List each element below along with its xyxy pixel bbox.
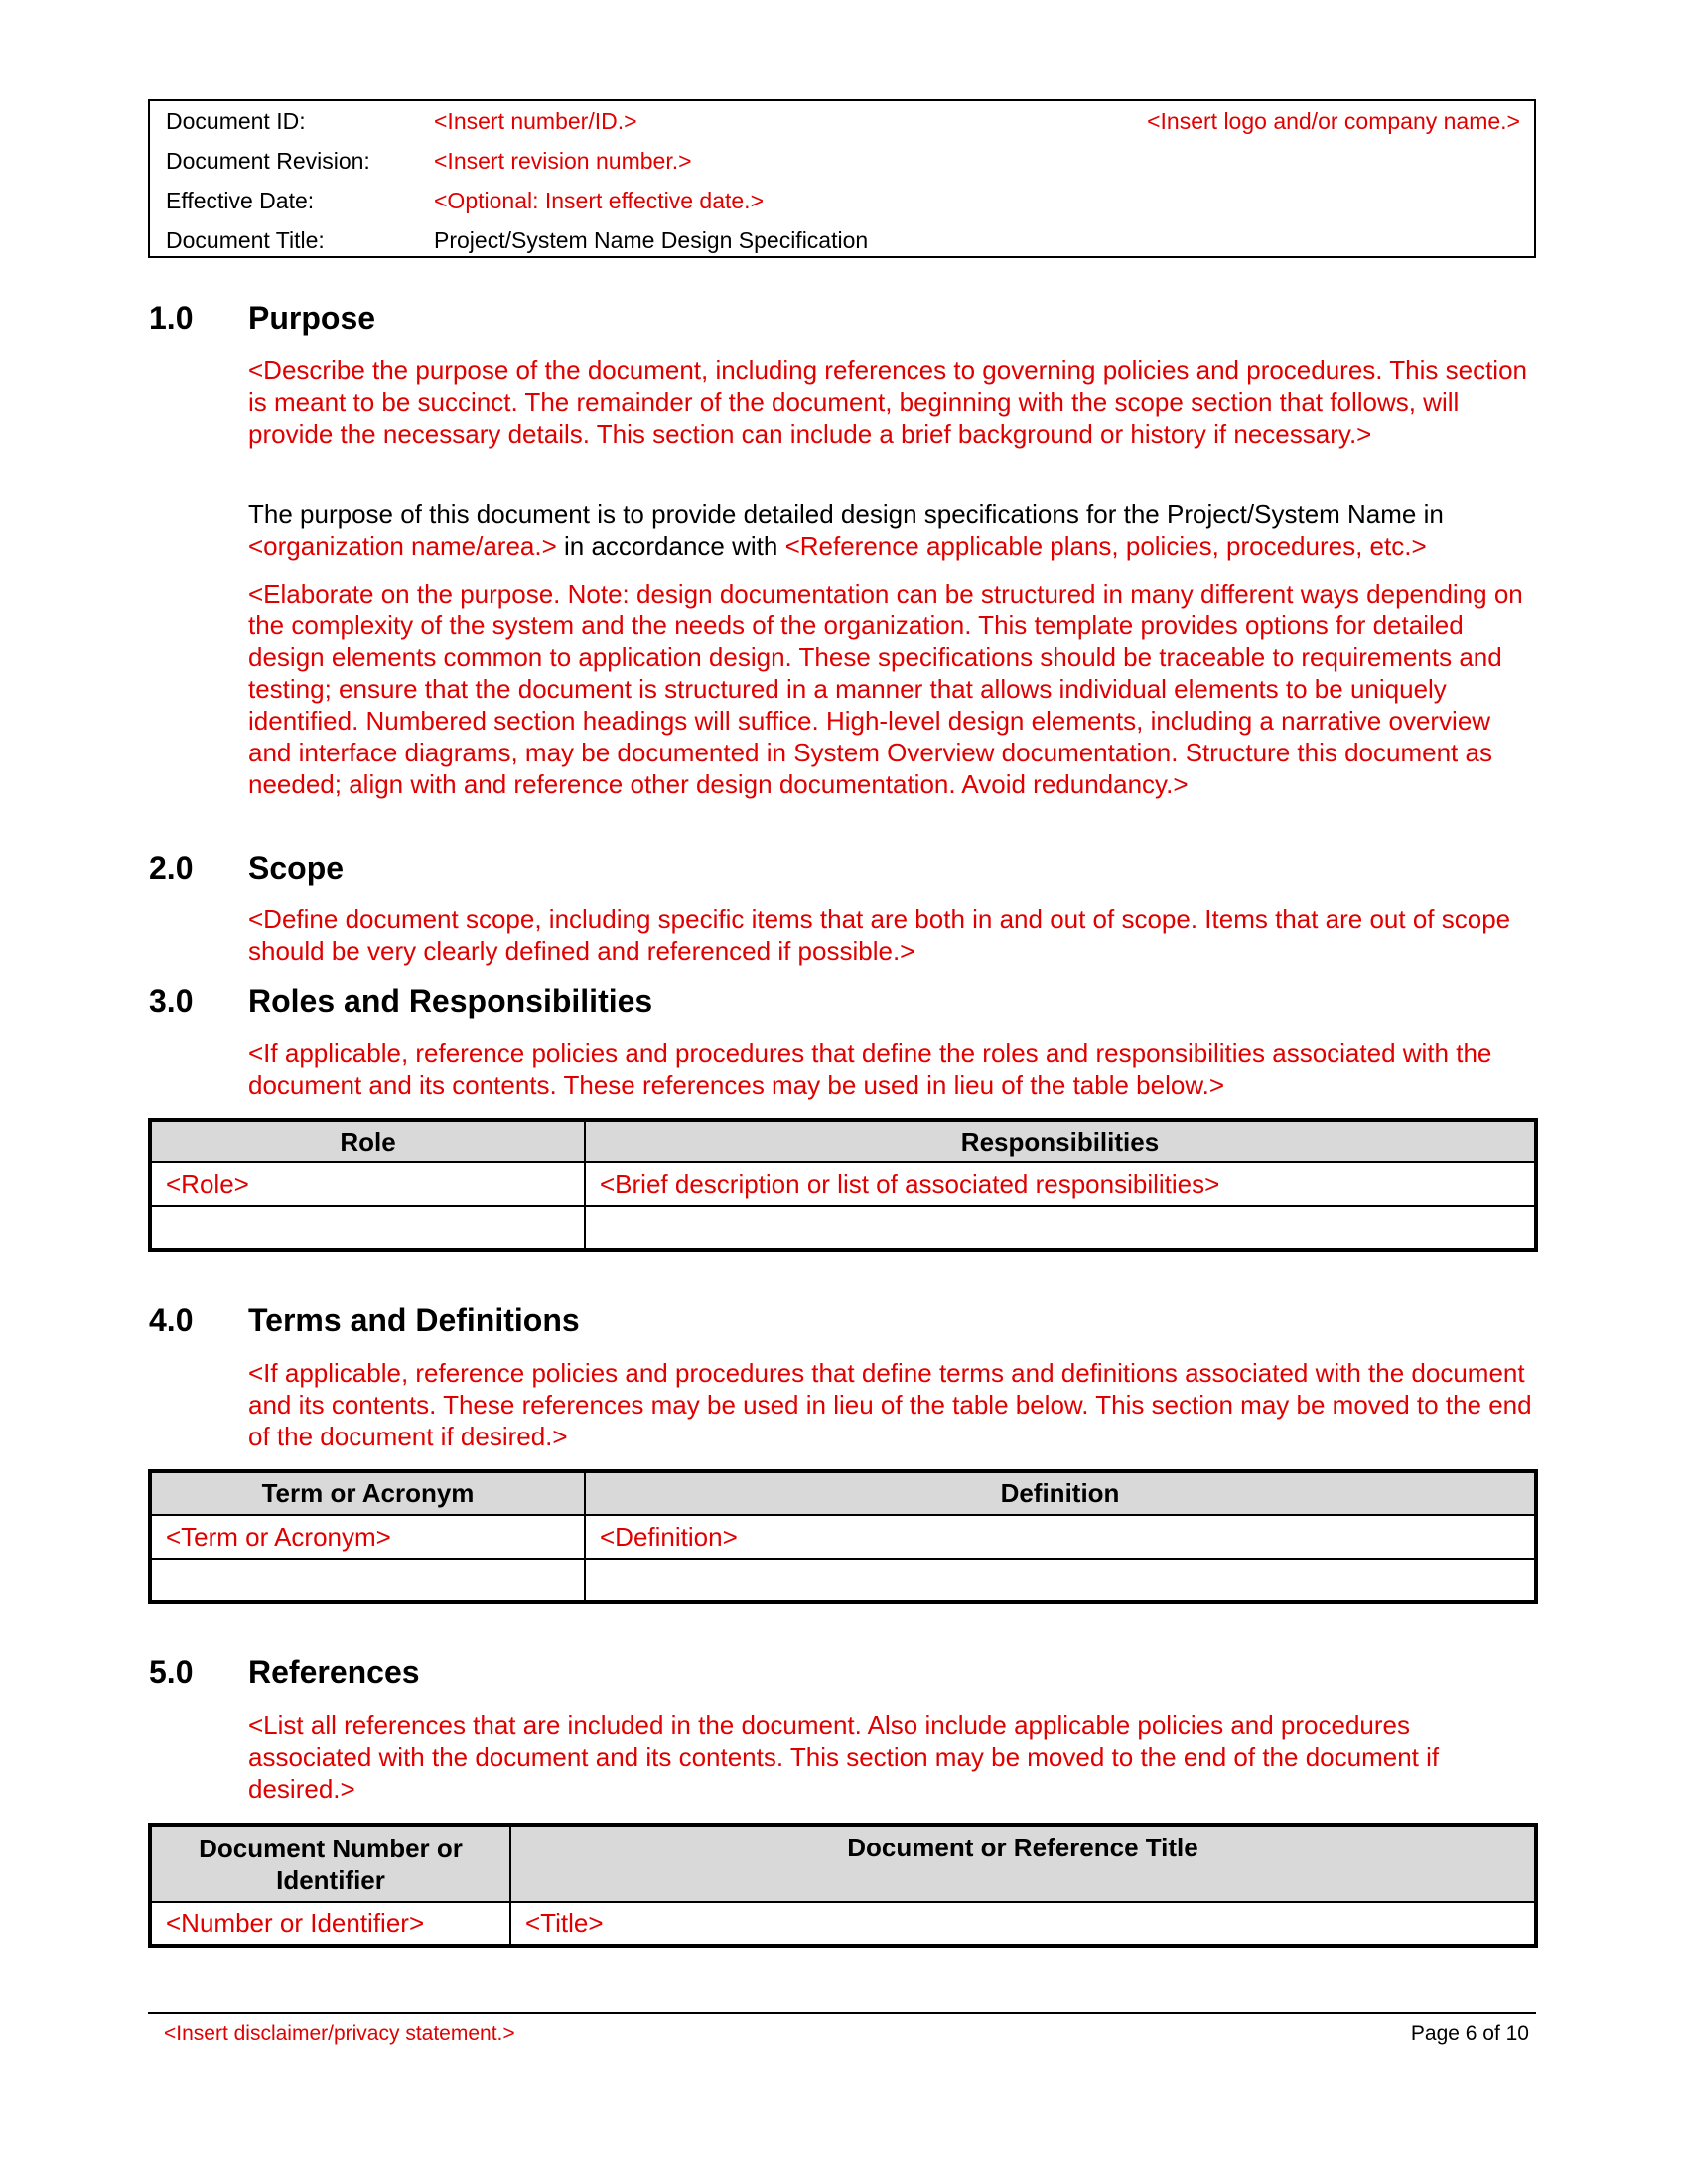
header-value: Project/System Name Design Specification	[434, 227, 869, 253]
table-cell	[150, 1559, 585, 1602]
table-cell: <Term or Acronym>	[150, 1515, 585, 1559]
scope-paragraph: <Define document scope, including specific items that are both in and out of scope. Items that are out of scope should be very clearly defined and referenced if possible.>	[248, 904, 1511, 966]
header-label: Document ID:	[166, 108, 306, 134]
table-row	[150, 1206, 1536, 1250]
section-number: 2.0	[149, 850, 194, 886]
document-header-box	[148, 99, 1536, 258]
header-label: Document Revision:	[166, 148, 370, 174]
table-header-row	[150, 1471, 1536, 1515]
section-title: Roles and Responsibilities	[248, 983, 653, 1019]
table-header-cell: Term or Acronym	[150, 1471, 585, 1515]
table-cell: <Definition>	[585, 1515, 1536, 1559]
section-title: Purpose	[248, 300, 376, 336]
purpose-paragraph-3: <Elaborate on the purpose. Note: design documentation can be structured in many different ways depending on the complexity of the system and the needs of the organization. This template provides options for detailed design elements common to application design. These specifications should be traceable to requirements and testing; ensure that the document is structured in a manner that allows individual elements to be uniquely identified. Numbered section headings will suffice. High-level design elements, including a narrative overview and interface diagrams, may be documented in System Overview documentation. Structure this document as needed; align with and reference other design documentation. Avoid redundancy.>	[248, 579, 1523, 799]
header-value: <Insert number/ID.>	[434, 108, 637, 134]
references-paragraph: <List all references that are included in the document. Also include applicable policies and procedures associated with the document and its contents. This section may be moved to the end of the document if desired.>	[248, 1710, 1440, 1804]
footer-rule	[148, 2012, 1536, 2014]
table-header-cell: Document Number or Identifier	[150, 1825, 510, 1902]
header-value: <Optional: Insert effective date.>	[434, 188, 765, 213]
table-header-cell: Document or Reference Title	[510, 1825, 1536, 1902]
table-cell: <Brief description or list of associated responsibilities>	[585, 1162, 1536, 1206]
table-cell: <Role>	[150, 1162, 585, 1206]
terms-table	[148, 1469, 1538, 1604]
section-title: References	[248, 1654, 420, 1690]
text-run: <Reference applicable plans, policies, procedures, etc.>	[784, 531, 1427, 561]
section-number: 4.0	[149, 1302, 194, 1338]
table-row	[150, 1162, 1536, 1206]
page-number: Page 6 of 10	[1410, 2022, 1529, 2045]
section-title: Scope	[248, 850, 345, 886]
references-table	[148, 1823, 1538, 1948]
section-number: 5.0	[149, 1654, 194, 1690]
table-cell: <Number or Identifier>	[150, 1902, 510, 1946]
section-title: Terms and Definitions	[248, 1302, 580, 1338]
footer-disclaimer: <Insert disclaimer/privacy statement.>	[164, 2022, 515, 2045]
table-cell	[585, 1559, 1536, 1602]
table-cell	[150, 1206, 585, 1250]
text-run: <organization name/area.>	[248, 531, 557, 561]
header-value: <Insert revision number.>	[434, 148, 692, 174]
table-row	[150, 1515, 1536, 1559]
table-header-cell: Responsibilities	[585, 1120, 1536, 1162]
purpose-paragraph-1: <Describe the purpose of the document, including references to governing policies and procedures. This section is meant to be succinct. The remainder of the document, beginning with the scope section that follows, will provide the necessary details. This section can include a brief background or history if necessary.>	[248, 355, 1528, 449]
roles-paragraph: <If applicable, reference policies and procedures that define the roles and responsibilities associated with the document and its contents. These references may be used in lieu of the table below.>	[248, 1038, 1492, 1100]
text-run: in accordance with	[556, 531, 785, 561]
table-header-cell: Definition	[585, 1471, 1536, 1515]
table-row	[150, 1902, 1536, 1946]
section-number: 3.0	[149, 983, 194, 1019]
header-label: Effective Date:	[166, 188, 315, 213]
table-header-cell: Role	[150, 1120, 585, 1162]
header-label: Document Title:	[166, 227, 325, 253]
table-row	[150, 1559, 1536, 1602]
table-header-row	[150, 1120, 1536, 1162]
table-cell	[585, 1206, 1536, 1250]
section-number: 1.0	[149, 300, 194, 336]
terms-paragraph: <If applicable, reference policies and procedures that define terms and definitions associated with the document and its contents. These references may be used in lieu of the table below. This section may be moved to the end of the document if desired.>	[248, 1358, 1532, 1451]
purpose-paragraph-2	[248, 498, 1539, 562]
text-run: The purpose of this document is to provide detailed design specifications for the Project/System Name in	[248, 499, 1444, 529]
roles-table	[148, 1118, 1538, 1252]
table-cell: <Title>	[510, 1902, 1536, 1946]
table-header-row	[150, 1825, 1536, 1902]
logo-placeholder: <Insert logo and/or company name.>	[1147, 108, 1520, 134]
